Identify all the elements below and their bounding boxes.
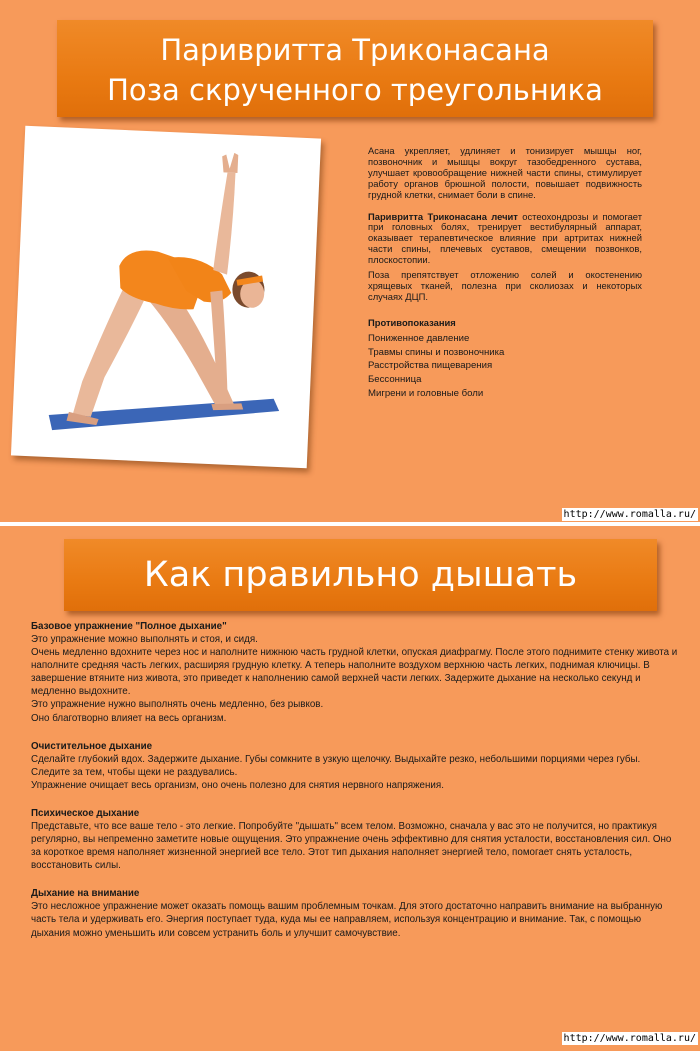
section-heading: Очистительное дыхание (31, 740, 153, 752)
title-line-1: Паривритта Триконасана (160, 33, 550, 67)
page-title: Как правильно дышать (143, 555, 578, 595)
section-line: Это несложное упражнение может оказать помощь вашим проблемным точкам. Для этого достаточно направить внимание на выбранную часть тела и удерживать его. Энергия поступает туда, куда мы ее направляем, используя концентрацию и внимание. Так, с помощью дыхания можно уменьшить или совсем устранить боль и улучшит самочувствие. (31, 901, 663, 939)
section-line: Оно благотворно влияет на весь организм. (31, 712, 227, 724)
section-line: Это упражнение можно выполнять и стоя, и сидя. (31, 634, 258, 645)
slide-asana (0, 0, 700, 522)
source-link[interactable]: http://www.romalla.ru/ (563, 509, 696, 520)
list-item: Бессонница (368, 374, 422, 386)
intro-paragraph: Асана укрепляет, удлиняет и тонизирует мышцы ног, позвоночник и мышцы вокруг тазобедренного сустава, улучшает кровообращение нижней части спины, стимулирует работу органов брюшной полости, повышает подвижность грудной клетки, снимает боли в спине. (368, 145, 642, 200)
title-banner (64, 539, 657, 611)
prevents-paragraph: Поза препятствует отложению солей и окостенению хрящевых тканей, полезна при сколиозах и некоторых случаях ДЦП. (368, 269, 642, 302)
heals-text: остеохондрозы и помогает при головных болях, тренирует вестибулярный аппарат, оказывает терапевтическое влияние при артритах нижней части спины, плечевых суставов, смещении позвонков, плоскостопии. (368, 210, 642, 266)
source-link[interactable]: http://www.romalla.ru/ (563, 1033, 696, 1044)
section-line: Представьте, что все ваше тело - это легкие. Попробуйте "дышать" всем телом. Возможно, сначала у вас это не получится, но практикуя регулярно, вы непременно заметите новые ощущения. Это упражнение очень эффективно для снятия усталости, восстановления сил. Оно за короткое время наполняет жизненной энергией все тело. Этот тип дыхания наполняет энергией тело, помогает снять усталость, восстановить силы. (31, 820, 672, 872)
section-line: Сделайте глубокий вдох. Задержите дыхание. Губы сомкните в узкую щелочку. Выдыхайте резко, небольшими порциями через губы. Следите за тем, чтобы щеки не раздувались. (31, 753, 641, 778)
yoga-pose-illustration (19, 134, 312, 460)
section-line: Упражнение очищает весь организм, оно очень полезно для снятия нервного напряжения. (31, 779, 444, 791)
section-full-breath (31, 620, 679, 725)
title-line-2: Поза скрученного треугольника (107, 73, 603, 107)
list-item: Мигрени и головные боли (368, 387, 484, 399)
section-cleansing-breath (31, 740, 679, 792)
section-heading: Дыхание на внимание (31, 888, 140, 900)
list-item: Расстройства пищеварения (368, 360, 493, 372)
heals-paragraph (368, 212, 642, 267)
section-psychic-breath (31, 807, 679, 872)
section-attention-breath (31, 887, 679, 939)
section-heading: Базовое упражнение "Полное дыхание" (31, 621, 227, 632)
contraindications-heading: Противопоказания (368, 316, 456, 328)
title-banner (57, 20, 653, 117)
slide-breathing (0, 526, 700, 1051)
section-heading: Психическое дыхание (31, 807, 140, 819)
asana-description (368, 146, 642, 401)
section-line: Очень медленно вдохните через нос и наполните нижнюю часть грудной клетки, опуская диафрагму. После этого поднимите стенку живота и наполните средняя часть легких, расширяя грудную клетку. А теперь наполните воздухом верхнюю часть легких, поднимая ключицы. В завершение втяните низ живота, это приведет к наполнению самой верхней части легких. Задержите дыхание на несколько секунд и медленно выдохните. (31, 647, 678, 698)
section-line: Это упражнение нужно выполнять очень медленно, без рывков. (31, 699, 324, 711)
list-item: Травмы спины и позвоночника (368, 346, 505, 358)
list-item: Пониженное давление (368, 332, 470, 344)
contraindications-list (368, 332, 642, 401)
pose-photo (11, 126, 321, 469)
breathing-exercises (31, 620, 679, 955)
heals-label: Паривритта Триконасана лечит (368, 210, 518, 222)
